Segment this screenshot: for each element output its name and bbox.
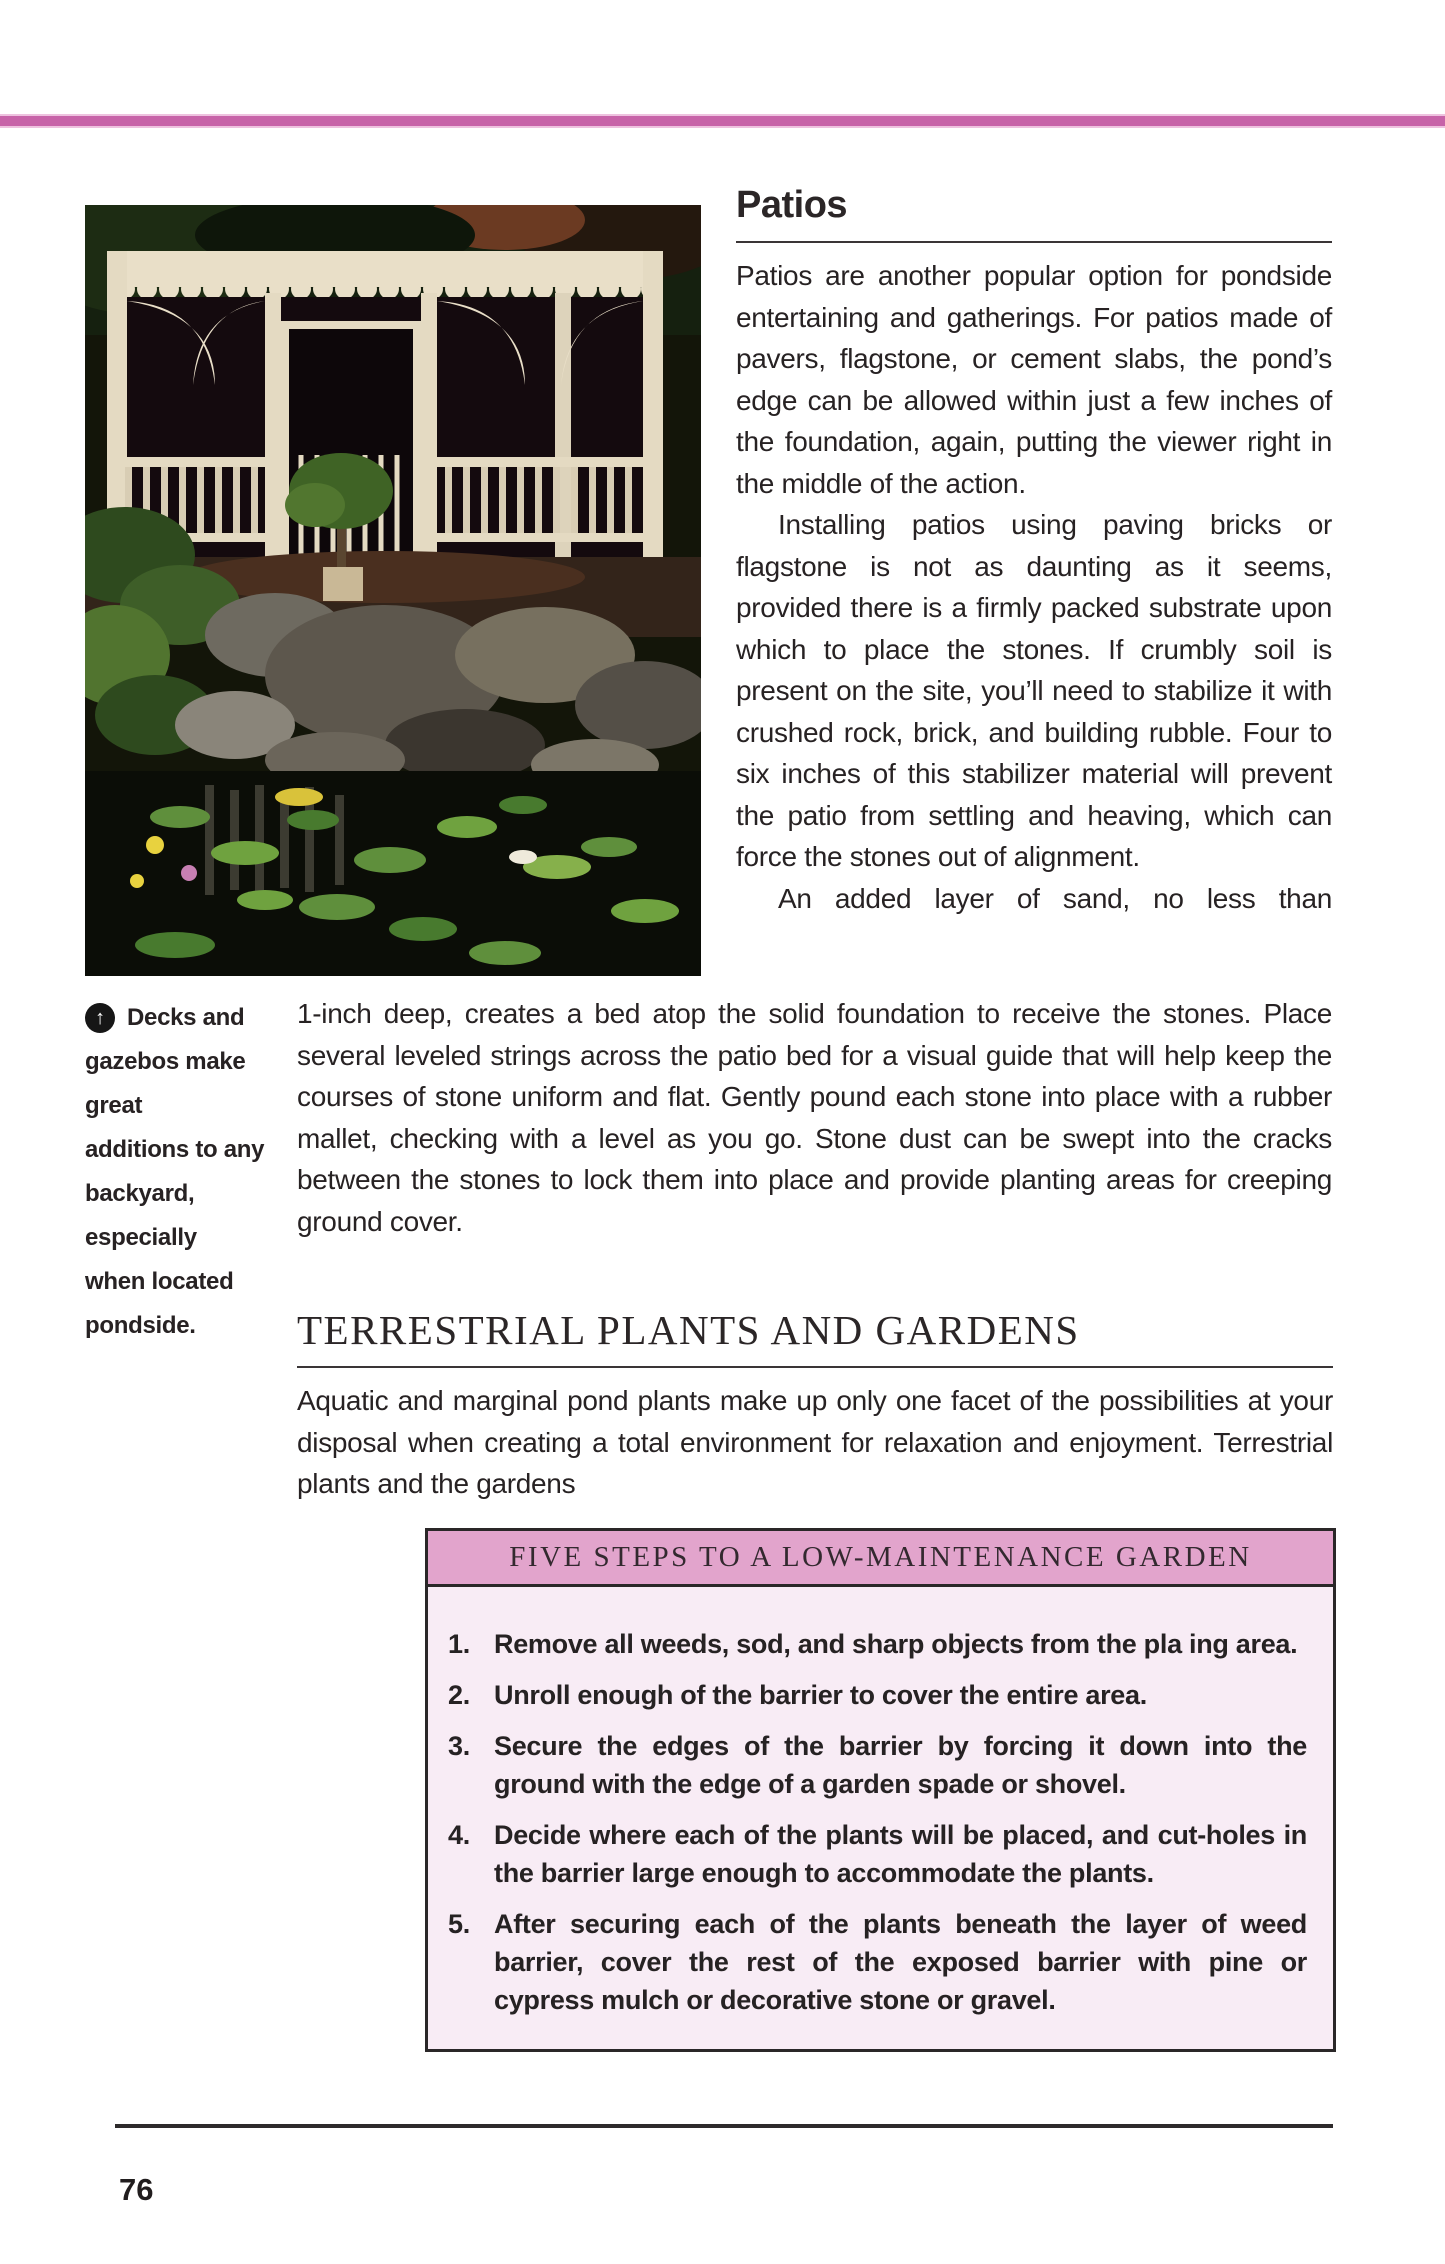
caption-text: gazebos make great <box>85 1048 246 1119</box>
gazebo <box>107 251 663 581</box>
step-text: Remove all weeds, sod, and sharp objects from the pla ing area. <box>494 1629 1298 1659</box>
terrestrial-section <box>297 1306 1333 1505</box>
sand-paragraph-continuation: 1-inch deep, creates a bed atop the solid foundation to receive the stones. Place several leveled strings across the patio bed for a visual guide that will help keep the courses of stone uniform and flat. Gently pound each stone into place with a rubber mallet, checking with a level as you go. Stone dust can be swept into the cracks between the stones to lock them into place and provide planting areas for creeping ground cover. <box>297 998 1332 1237</box>
step-number: 5. <box>448 1909 470 1939</box>
patios-paragraph-3-lead: An added layer of sand, no less than <box>778 882 1332 914</box>
step-item <box>448 1625 1307 1663</box>
caption-text: additions to any <box>85 1136 265 1163</box>
photo-caption <box>85 996 285 1348</box>
patios-section <box>736 184 1332 919</box>
step-text: Secure the edges of the barrier by forcing it down into the ground with the edge of a garden spade or shovel. <box>494 1731 1307 1799</box>
five-steps-list <box>428 1587 1333 2049</box>
step-number: 3. <box>448 1731 470 1761</box>
step-item <box>448 1905 1307 2019</box>
step-number: 2. <box>448 1680 470 1710</box>
five-steps-box-title: FIVE STEPS TO A LOW-MAINTENANCE GARDEN <box>428 1531 1333 1587</box>
step-item <box>448 1816 1307 1892</box>
gazebo-pond-illustration <box>85 205 701 976</box>
patios-paragraph-1: Patios are another popular option for pondside entertaining and gatherings. For patios made of pavers, flagstone, or cement slabs, the pond’s edge can be allowed within just a few inches of the foundation, again, putting the viewer right in the middle of the action. <box>736 260 1332 499</box>
patios-heading: Patios <box>736 184 1332 243</box>
caption-line <box>85 996 285 1040</box>
caption-text: pondside. <box>85 1312 196 1339</box>
top-accent-bar <box>0 114 1445 128</box>
terrestrial-paragraph: Aquatic and marginal pond plants make up only one facet of the possibilities at your disposal when creating a total environment for relaxation and enjoyment. Terrestrial plants and the gardens <box>297 1385 1333 1499</box>
gazebo-pond-photo <box>85 205 701 976</box>
step-item <box>448 1727 1307 1803</box>
five-steps-box <box>425 1528 1336 2052</box>
caption-text: backyard, especially <box>85 1180 197 1251</box>
step-item <box>448 1676 1307 1714</box>
page-number: 76 <box>119 2172 154 2207</box>
pond <box>85 771 701 976</box>
step-number: 1. <box>448 1629 470 1659</box>
up-arrow-circle-icon: ↑ <box>85 1003 115 1033</box>
step-text: Unroll enough of the barrier to cover the entire area. <box>494 1680 1147 1710</box>
patios-paragraph-2: Installing patios using paving bricks or flagstone is not as daunting as it seems, provided there is a firmly packed substrate upon which to place the stones. If crumbly soil is present on the site, you’ll need to stabilize it with crushed rock, brick, and building rubble. Four to six inches of this stabilizer material will prevent the patio from settling and heaving, which can force the stones out of alignment. <box>736 509 1332 872</box>
footer-rule <box>115 2124 1333 2128</box>
step-text: Decide where each of the plants will be placed, and cut-holes in the barrier large enough to accommodate the plants. <box>494 1820 1307 1888</box>
step-text: After securing each of the plants beneath the layer of weed barrier, cover the rest of the exposed barrier with pine or cypress mulch or decorative stone or gravel. <box>494 1909 1307 2015</box>
caption-text: when located <box>85 1268 234 1295</box>
caption-text: Decks and <box>127 1004 245 1031</box>
terrestrial-heading: TERRESTRIAL PLANTS AND GARDENS <box>297 1306 1333 1368</box>
step-number: 4. <box>448 1820 470 1850</box>
